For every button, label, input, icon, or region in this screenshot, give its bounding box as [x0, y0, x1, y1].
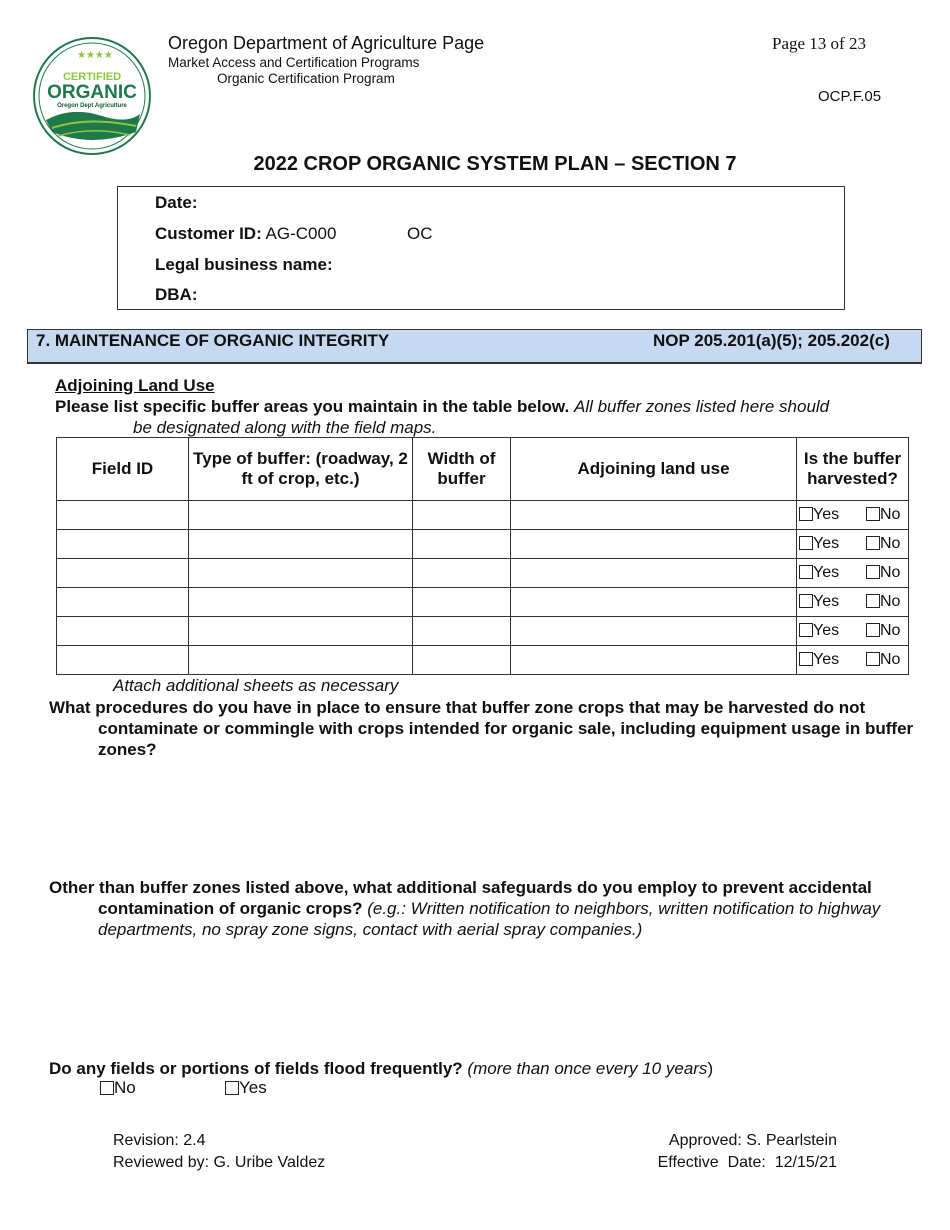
subprogram-name: Organic Certification Program — [217, 71, 395, 86]
col-field-id: Field ID — [57, 438, 189, 501]
harvested-yes-label: Yes — [813, 506, 840, 523]
buffer-type-cell[interactable] — [189, 559, 413, 588]
harvested-no-label: No — [880, 622, 901, 639]
harvested-no-option[interactable] — [866, 564, 900, 582]
col-adjoining-land-use: Adjoining land use — [511, 438, 797, 501]
section-reference: NOP 205.201(a)(5); 205.202(c) — [653, 331, 890, 350]
harvested-yes-label: Yes — [813, 535, 840, 552]
harvested-no-option[interactable] — [866, 535, 900, 553]
footer-revision: Revision: 2.4 — [113, 1132, 206, 1149]
buffer-width-cell[interactable] — [413, 646, 511, 675]
svg-text:ORGANIC: ORGANIC — [47, 82, 137, 103]
buffer-width-cell[interactable] — [413, 559, 511, 588]
section-title: 7. MAINTENANCE OF ORGANIC INTEGRITY — [36, 331, 390, 350]
buffer-instruction-bold: Please list specific buffer areas you maintain in the table below. — [55, 397, 570, 416]
harvested-cell — [797, 588, 909, 617]
col-buffer-width: Width of buffer — [413, 438, 511, 501]
answer-buffer-procedures[interactable] — [98, 770, 918, 870]
date-label: Date: — [155, 193, 198, 212]
table-row — [57, 617, 909, 646]
harvested-yes-checkbox[interactable] — [799, 565, 813, 579]
legal-name-row — [155, 255, 333, 275]
harvested-yes-checkbox[interactable] — [799, 623, 813, 637]
question-flooding — [49, 1058, 713, 1079]
table-row — [57, 530, 909, 559]
footer-reviewed-by: Reviewed by: G. Uribe Valdez — [113, 1154, 326, 1171]
harvested-no-option[interactable] — [866, 651, 900, 669]
dba-label: DBA: — [155, 285, 198, 304]
field-id-cell[interactable] — [57, 617, 189, 646]
harvested-no-label: No — [880, 651, 901, 668]
table-row — [57, 559, 909, 588]
harvested-no-checkbox[interactable] — [866, 652, 880, 666]
adjoining-land-use-cell[interactable] — [511, 559, 797, 588]
question-additional-safeguards — [49, 877, 929, 940]
col-buffer-harvested: Is the buffer harvested? — [797, 438, 909, 501]
page-title: 2022 CROP ORGANIC SYSTEM PLAN – SECTION 7 — [253, 153, 737, 175]
field-id-cell[interactable] — [57, 501, 189, 530]
harvested-yes-option[interactable] — [799, 506, 839, 524]
harvested-yes-option[interactable] — [799, 651, 839, 669]
customer-id-suffix: OC — [407, 224, 433, 243]
harvested-no-label: No — [880, 506, 901, 523]
buffer-instruction-italic: All buffer zones listed here should — [573, 397, 830, 416]
field-id-cell[interactable] — [57, 588, 189, 617]
harvested-yes-label: Yes — [813, 651, 840, 668]
buffer-instruction-italic-2: be designated along with the field maps. — [133, 418, 437, 437]
customer-info-box — [117, 186, 845, 310]
dba-row — [155, 285, 198, 305]
table-header-row — [57, 438, 909, 501]
adjoining-land-use-cell[interactable] — [511, 530, 797, 559]
question-flooding-close: ) — [707, 1059, 714, 1078]
flood-no-label: No — [114, 1078, 136, 1097]
harvested-yes-checkbox[interactable] — [799, 507, 813, 521]
flood-yes-checkbox[interactable] — [225, 1081, 239, 1095]
harvested-no-checkbox[interactable] — [866, 536, 880, 550]
adjoining-land-use-cell[interactable] — [511, 617, 797, 646]
question-safeguards-italic: (e.g.: Written notification to neighbors, written notification to highway departments, no spray zone signs, contact with aerial spray companies.) — [98, 899, 881, 939]
buffer-width-cell[interactable] — [413, 530, 511, 559]
page-indicator: Page 13 of 23 — [772, 34, 866, 53]
col-buffer-type: Type of buffer: (roadway, 2 ft of crop, etc.) — [189, 438, 413, 501]
harvested-yes-label: Yes — [813, 622, 840, 639]
question-safeguards-bold: Other than buffer zones listed above, what additional safeguards do you employ to prevent accidental contamination of organic crops? — [49, 878, 872, 918]
harvested-no-label: No — [880, 564, 901, 581]
footer-approved-by: Approved: S. Pearlstein — [668, 1132, 837, 1149]
certified-organic-logo — [32, 36, 152, 156]
flood-no-option[interactable] — [100, 1078, 136, 1098]
footer-effective-date: Effective Date: 12/15/21 — [657, 1154, 837, 1171]
harvested-no-option[interactable] — [866, 506, 900, 524]
buffer-instruction — [55, 396, 925, 417]
svg-text:★★★★: ★★★★ — [77, 50, 113, 61]
legal-name-label: Legal business name: — [155, 255, 333, 274]
harvested-no-option[interactable] — [866, 593, 900, 611]
table-row — [57, 588, 909, 617]
buffer-type-cell[interactable] — [189, 530, 413, 559]
buffer-type-cell[interactable] — [189, 588, 413, 617]
certified-organic-seal — [32, 36, 152, 156]
field-id-cell[interactable] — [57, 559, 189, 588]
harvested-cell — [797, 530, 909, 559]
harvested-yes-checkbox[interactable] — [799, 594, 813, 608]
harvested-no-label: No — [880, 593, 901, 610]
flood-yes-label: Yes — [239, 1078, 267, 1097]
field-id-cell[interactable] — [57, 530, 189, 559]
harvested-no-option[interactable] — [866, 622, 900, 640]
adjoining-land-use-cell[interactable] — [511, 646, 797, 675]
customer-id-label: Customer ID: — [155, 224, 262, 243]
harvested-no-checkbox[interactable] — [866, 507, 880, 521]
org-name: Oregon Department of Agriculture Page — [168, 33, 485, 53]
svg-text:CERTIFIED: CERTIFIED — [62, 71, 122, 83]
question-flooding-bold: Do any fields or portions of fields flood frequently? — [49, 1059, 463, 1078]
harvested-yes-checkbox[interactable] — [799, 536, 813, 550]
harvested-yes-option[interactable] — [799, 535, 839, 553]
adjoining-land-use-cell[interactable] — [511, 588, 797, 617]
field-id-cell[interactable] — [57, 646, 189, 675]
buffer-type-cell[interactable] — [189, 617, 413, 646]
answer-additional-safeguards[interactable] — [98, 950, 918, 1050]
harvested-yes-option[interactable] — [799, 593, 839, 611]
svg-text:Oregon Dept Agriculture: Oregon Dept Agriculture — [57, 103, 127, 109]
program-name: Market Access and Certification Programs — [168, 55, 420, 70]
harvested-cell — [797, 501, 909, 530]
customer-id-value[interactable]: AG-C000 — [265, 224, 337, 243]
date-row — [155, 193, 198, 213]
harvested-yes-label: Yes — [813, 593, 840, 610]
harvested-yes-label: Yes — [813, 564, 840, 581]
question-flooding-italic: (more than once every 10 years — [467, 1059, 708, 1078]
table-row — [57, 646, 909, 675]
harvested-yes-option[interactable] — [799, 564, 839, 582]
flood-no-checkbox[interactable] — [100, 1081, 114, 1095]
customer-id-row — [155, 224, 336, 244]
buffer-instruction-cont — [133, 417, 436, 438]
adjoining-land-use-heading: Adjoining Land Use — [55, 376, 215, 395]
question-buffer-procedures: What procedures do you have in place to ensure that buffer zone crops that may be harvested do not contaminate or commingle with crops intended for organic sale, including equipment usage in buffer zones? — [49, 698, 914, 759]
buffer-width-cell[interactable] — [413, 617, 511, 646]
attach-sheets-note: Attach additional sheets as necessary — [113, 676, 399, 695]
buffer-type-cell[interactable] — [189, 646, 413, 675]
harvested-no-checkbox[interactable] — [866, 623, 880, 637]
buffer-type-cell[interactable] — [189, 501, 413, 530]
buffer-width-cell[interactable] — [413, 501, 511, 530]
flood-yes-option[interactable] — [225, 1078, 267, 1098]
adjoining-land-use-cell[interactable] — [511, 501, 797, 530]
form-code: OCP.F.05 — [818, 88, 882, 105]
harvested-cell — [797, 646, 909, 675]
buffer-width-cell[interactable] — [413, 588, 511, 617]
harvested-no-checkbox[interactable] — [866, 594, 880, 608]
buffer-table — [56, 437, 909, 675]
harvested-yes-option[interactable] — [799, 622, 839, 640]
harvested-no-label: No — [880, 535, 901, 552]
table-row — [57, 501, 909, 530]
harvested-yes-checkbox[interactable] — [799, 652, 813, 666]
harvested-no-checkbox[interactable] — [866, 565, 880, 579]
harvested-cell — [797, 559, 909, 588]
harvested-cell — [797, 617, 909, 646]
